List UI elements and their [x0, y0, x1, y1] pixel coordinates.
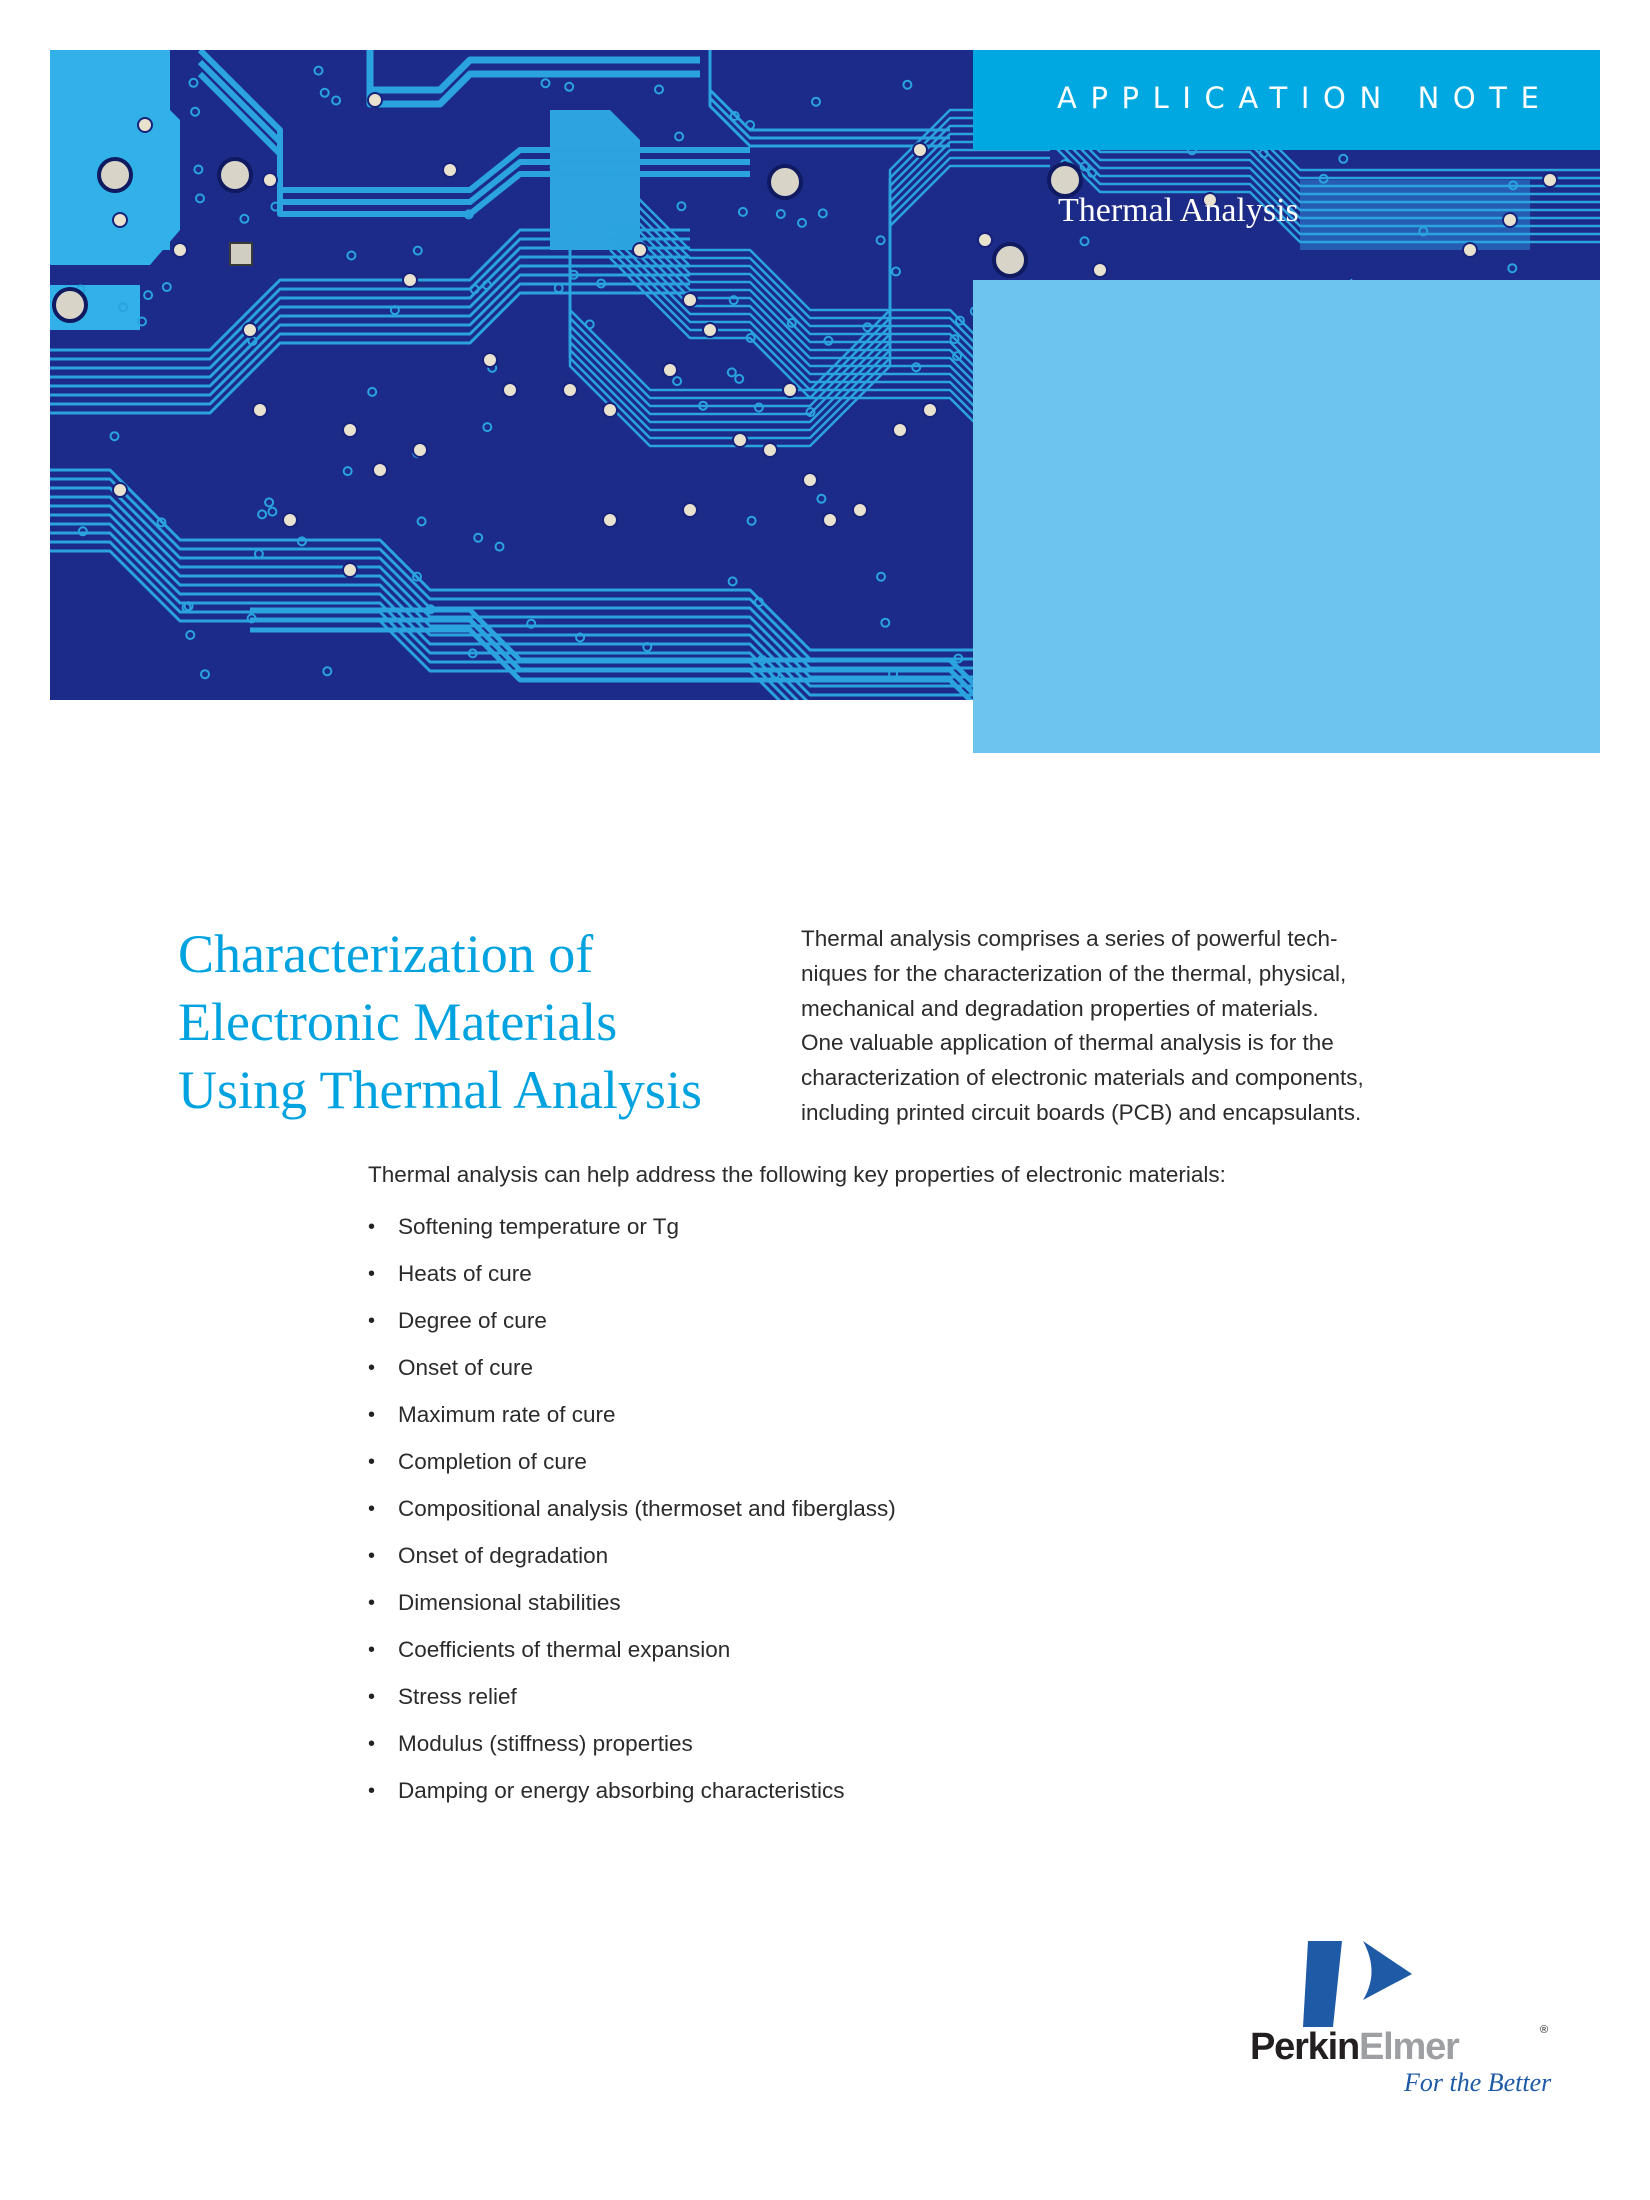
bullet-icon: •: [368, 1310, 376, 1332]
bullet-icon: •: [368, 1498, 376, 1520]
pcb-solder-point: [283, 513, 297, 527]
pcb-solder-point: [368, 93, 382, 107]
logo-wordmark-elmer: Elmer: [1358, 2026, 1459, 2068]
list-item-text: Coefficients of thermal expansion: [398, 1637, 731, 1662]
list-item-text: Onset of degradation: [398, 1543, 609, 1568]
pcb-solder-point: [1093, 263, 1107, 277]
pcb-copper-pad: [1300, 180, 1530, 250]
intro-line: mechanical and degradation properties of materials.: [801, 995, 1319, 1021]
bullet-icon: •: [368, 1451, 376, 1473]
list-item-text: Damping or energy absorbing characteristics: [398, 1778, 845, 1803]
list-item-text: Dimensional stabilities: [398, 1590, 621, 1615]
list-item-text: Completion of cure: [398, 1449, 587, 1474]
pcb-solder-point: [913, 143, 927, 157]
pcb-solder-point: [853, 503, 867, 517]
list-item-text: Modulus (stiffness) properties: [398, 1731, 693, 1756]
pcb-solder-point: [173, 243, 187, 257]
decorative-color-block: [973, 280, 1600, 753]
list-item-text: Heats of cure: [398, 1261, 532, 1286]
logo-p-mark-icon: [1240, 1930, 1570, 2030]
bullet-icon: •: [368, 1686, 376, 1708]
pcb-solder-point: [343, 423, 357, 437]
bullet-icon: •: [368, 1545, 376, 1567]
pcb-solder-point: [138, 118, 152, 132]
title-line: Using Thermal Analysis: [178, 1060, 702, 1120]
perkinelmer-logo: [1240, 1930, 1570, 2110]
pcb-solder-point: [783, 383, 797, 397]
intro-line: including printed circuit boards (PCB) and encapsulants.: [801, 1099, 1362, 1125]
intro-line: One valuable application of thermal analysis is for the: [801, 1030, 1334, 1056]
list-item-text: Maximum rate of cure: [398, 1402, 616, 1427]
pcb-component-post: [219, 159, 251, 191]
pcb-solder-point: [683, 293, 697, 307]
title-line: Characterization of: [178, 924, 594, 984]
page-title: [178, 920, 702, 1124]
pcb-solder-point: [263, 173, 277, 187]
properties-lead-text: Thermal analysis can help address the following key properties of electronic materials:: [368, 1162, 1226, 1187]
pcb-solder-point: [603, 513, 617, 527]
application-note-band: [973, 50, 1600, 150]
title-line: Electronic Materials: [178, 992, 618, 1052]
registered-mark: ®: [1540, 2024, 1549, 2036]
pcb-solder-point: [1543, 173, 1557, 187]
pcb-component-square: [230, 243, 252, 265]
pcb-solder-point: [403, 273, 417, 287]
pcb-solder-point: [923, 403, 937, 417]
pcb-solder-point: [663, 363, 677, 377]
logo-arrow-shape: [1363, 1941, 1412, 2000]
pcb-solder-point: [733, 433, 747, 447]
intro-line: Thermal analysis comprises a series of powerful tech-: [801, 926, 1338, 951]
pcb-solder-point: [803, 473, 817, 487]
pcb-solder-point: [1463, 243, 1477, 257]
list-item-text: Compositional analysis (thermoset and fiberglass): [398, 1496, 896, 1521]
category-subtitle: Thermal Analysis: [1058, 192, 1299, 229]
list-item-text: Softening temperature or Tg: [398, 1214, 679, 1239]
pcb-component-post: [54, 289, 86, 321]
list-item-text: Stress relief: [398, 1684, 517, 1709]
pcb-component-post: [769, 166, 801, 198]
pcb-solder-point: [823, 513, 837, 527]
pcb-solder-point: [243, 323, 257, 337]
intro-line: niques for the characterization of the thermal, physical,: [801, 960, 1347, 986]
intro-paragraph: [801, 922, 1501, 1131]
list-item-text: Onset of cure: [398, 1355, 534, 1380]
pcb-solder-point: [253, 403, 267, 417]
bullet-icon: •: [368, 1780, 376, 1802]
bullet-icon: •: [368, 1592, 376, 1614]
pcb-solder-point: [373, 463, 387, 477]
pcb-solder-point: [113, 483, 127, 497]
logo-tagline: For the Better: [1404, 2068, 1552, 2097]
logo-wordmark-perkin: Perkin: [1250, 2026, 1359, 2068]
pcb-solder-point: [703, 323, 717, 337]
logo-bar-shape: [1303, 1941, 1342, 2027]
pcb-solder-point: [1503, 213, 1517, 227]
pcb-component-post: [994, 244, 1026, 276]
logo-wordmark: [1250, 2028, 1459, 2066]
pcb-solder-point: [113, 213, 127, 227]
bullet-icon: •: [368, 1263, 376, 1285]
pcb-solder-point: [633, 243, 647, 257]
document-type-label: APPLICATION NOTE: [1057, 81, 1553, 115]
bullet-icon: •: [368, 1733, 376, 1755]
bullet-icon: •: [368, 1357, 376, 1379]
pcb-solder-point: [893, 423, 907, 437]
bullet-icon: •: [368, 1404, 376, 1426]
list-item-text: Degree of cure: [398, 1308, 547, 1333]
pcb-component-post: [99, 159, 131, 191]
pcb-solder-point: [443, 163, 457, 177]
pcb-solder-point: [483, 353, 497, 367]
pcb-solder-point: [343, 563, 357, 577]
pcb-solder-point: [503, 383, 517, 397]
bullet-icon: •: [368, 1216, 376, 1238]
pcb-solder-point: [978, 233, 992, 247]
bullet-icon: •: [368, 1639, 376, 1661]
pcb-solder-point: [763, 443, 777, 457]
intro-line: characterization of electronic materials and components,: [801, 1065, 1364, 1091]
pcb-solder-point: [563, 383, 577, 397]
pcb-solder-point: [603, 403, 617, 417]
pcb-solder-point: [413, 443, 427, 457]
pcb-solder-point: [683, 503, 697, 517]
